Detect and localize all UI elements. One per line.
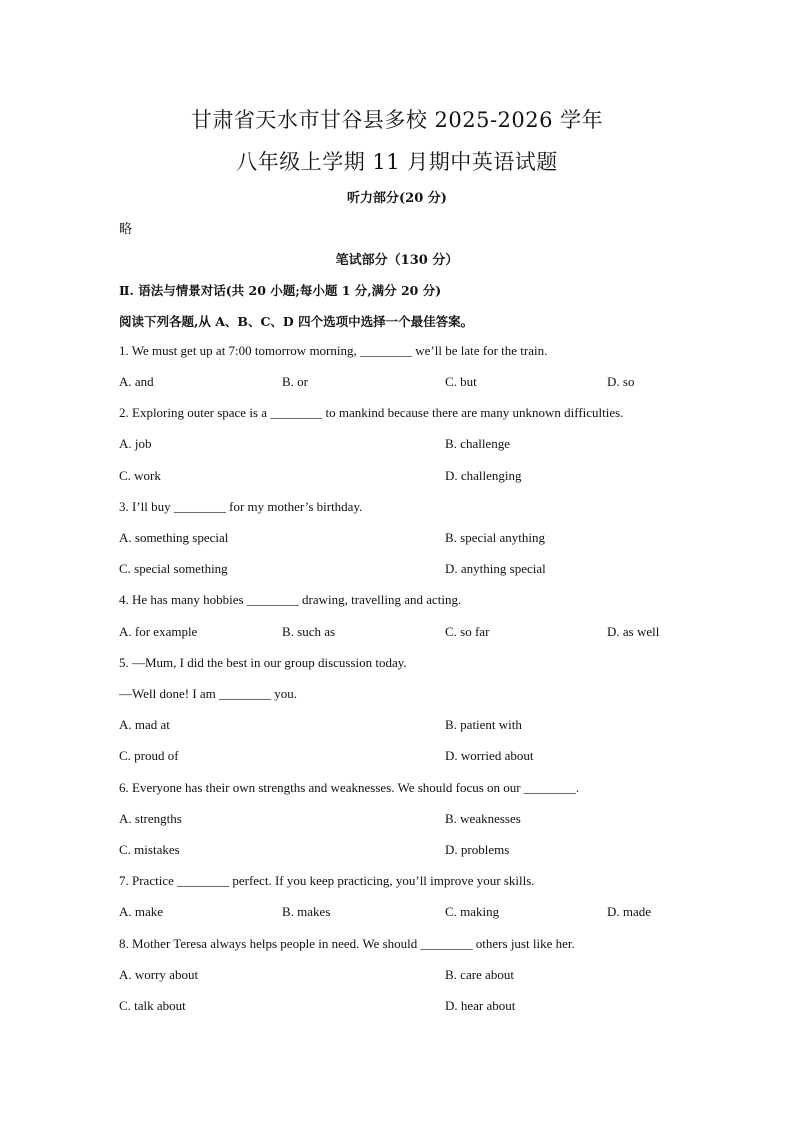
option-a: A. and <box>119 374 154 389</box>
option-d: D. as well <box>607 624 660 639</box>
option-b: B. challenge <box>445 436 510 451</box>
option-a: A. something special <box>119 530 229 545</box>
option-c: C. mistakes <box>119 842 180 857</box>
option-d: D. challenging <box>445 468 522 483</box>
section-instruction: 阅读下列各题,从 A、B、C、D 四个选项中选择一个最佳答案。 <box>119 314 474 329</box>
option-b: B. special anything <box>445 530 546 545</box>
option-a: A. for example <box>119 624 198 639</box>
option-c: C. work <box>119 468 161 483</box>
question-stem: 2. Exploring outer space is a ________ to mankind because there are many unknown difficulties. <box>119 405 624 420</box>
question-stem: 5. —Mum, I did the best in our group discussion today. <box>119 655 407 670</box>
option-a: A. mad at <box>119 717 170 732</box>
listening-heading: 听力部分(20 分) <box>347 191 447 206</box>
option-a: A. worry about <box>119 967 199 982</box>
option-c: C. making <box>445 904 500 919</box>
option-c: C. but <box>445 374 477 389</box>
option-d: D. problems <box>445 842 510 857</box>
option-d: D. hear about <box>445 998 516 1013</box>
option-c: C. special something <box>119 561 228 576</box>
option-b: B. care about <box>445 967 514 982</box>
question-stem: 3. I’ll buy ________ for my mother’s birthday. <box>119 499 363 514</box>
question-stem: 7. Practice ________ perfect. If you keep practicing, you’ll improve your skills. <box>119 873 535 888</box>
option-c: C. so far <box>445 624 490 639</box>
question-stem: 4. He has many hobbies ________ drawing, travelling and acting. <box>119 592 462 607</box>
exam-title-line1: 甘肃省天水市甘谷县多校 2025-2026 学年 <box>190 108 604 132</box>
option-a: A. make <box>119 904 164 919</box>
exam-title-line2: 八年级上学期 11 月期中英语试题 <box>236 150 558 174</box>
option-b: B. patient with <box>445 717 522 732</box>
question-stem-reply: —Well done! I am ________ you. <box>119 686 298 701</box>
option-d: D. anything special <box>445 561 546 576</box>
option-d: D. worried about <box>445 748 534 763</box>
option-b: B. or <box>282 374 308 389</box>
option-d: D. made <box>607 904 652 919</box>
listening-note: 略 <box>119 222 133 237</box>
section-title: Ⅱ. 语法与情景对话(共 20 小题;每小题 1 分,满分 20 分) <box>119 283 442 298</box>
option-c: C. proud of <box>119 748 179 763</box>
question-stem: 1. We must get up at 7:00 tomorrow morning, ________ we’ll be late for the train. <box>119 343 548 358</box>
question-stem: 6. Everyone has their own strengths and weaknesses. We should focus on our ________. <box>119 780 580 795</box>
option-c: C. talk about <box>119 998 186 1013</box>
option-b: B. weaknesses <box>445 811 521 826</box>
option-b: B. such as <box>282 624 336 639</box>
option-d: D. so <box>607 374 635 389</box>
option-a: A. job <box>119 436 152 451</box>
written-heading: 笔试部分（130 分） <box>335 253 459 268</box>
question-stem: 8. Mother Teresa always helps people in need. We should ________ others just like her. <box>119 936 575 951</box>
option-a: A. strengths <box>119 811 182 826</box>
option-b: B. makes <box>282 904 331 919</box>
